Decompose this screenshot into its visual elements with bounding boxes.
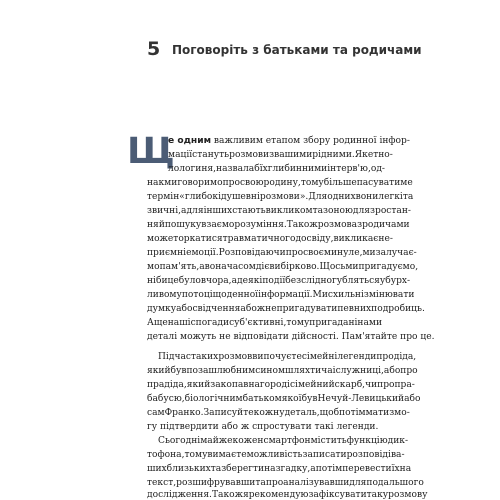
chapter-number: 5 <box>147 38 161 60</box>
text-line: приємні емоції. Розповідаючи про своє минуле, ми залучає- <box>147 248 417 258</box>
text-line: звичні, а для інших стають викликом та зоною для зростан- <box>147 206 411 216</box>
text-line: бабусю, біологічним батьком якої був Нечуй-Левицький або <box>147 394 421 404</box>
text-line: А ще наші спогади суб'єктивні, тому пригадані нами <box>147 318 383 328</box>
text-line: ня й пошуку взаєморозуміння. Також розмова з родичами <box>147 220 410 230</box>
text-line: дослідження. Також я рекомендую зафіксувати таку розмову <box>147 490 428 500</box>
chapter-title: Поговоріть з батьками та родичами <box>172 43 422 57</box>
text-line: нак ми говоримо про свою родину, тому більше пасуватиме <box>147 178 413 188</box>
text-line: прадіда, який закопав на городі сімейний скарб, чи про пра- <box>147 380 415 390</box>
text-line: деталі можуть не відповідати дійсності. Пам'ятайте про це. <box>147 332 435 342</box>
text-line: гу підтвердити або ж спростувати такі легенди. <box>147 422 379 432</box>
drop-cap: Щ <box>127 131 175 172</box>
text-line: може торкатися травматичного досвіду, викликає не- <box>147 234 393 244</box>
text-line: мації стануть розмови з вашими рідними. Як етно- <box>168 150 393 160</box>
text-line: текст, розшифрувавши та проаналізувавши для подальшого <box>147 478 424 488</box>
text-line: ніби це було вчора, а деякі події безслідно губляться у бурх- <box>147 276 411 286</box>
text-line: лологиня, назвала б їх глибинними інтерв'ю, од- <box>168 164 386 174</box>
text-line: сам Франко. Записуйте кожну деталь, щоб потім мати змо- <box>147 408 410 418</box>
text-line: думку або свідчення або ж не пригадувати певних подробиць. <box>147 304 425 314</box>
text-line: який був позашлюбним сином шляхтича і служниці, або про <box>147 366 418 376</box>
text-line: термін «глибокі душевні розмови». Для одних вони легкі та <box>147 192 414 202</box>
lead-words: е одним <box>168 136 212 146</box>
text-line: тофона, тому ви маєте можливість записати розповіді ва- <box>147 450 405 460</box>
text-line: ших близьких та зберегти на згадку, а потім перевести їх на <box>147 464 412 474</box>
text-line: е одним важливим етапом збору родинної інфор- <box>168 136 410 146</box>
text-line: Під час таких розмов ви почуєте сімейні легенди про діда, <box>158 352 417 362</box>
text-line: Сьогодні майже кожен смартфон містить функцію дик- <box>158 436 409 446</box>
text-line: ливому потоці щоденної інформації. Ми схильні змінювати <box>147 290 415 300</box>
text-line: мо пам'ять, а вона часом діє вибірково. Щось ми пригадуємо, <box>147 262 419 272</box>
